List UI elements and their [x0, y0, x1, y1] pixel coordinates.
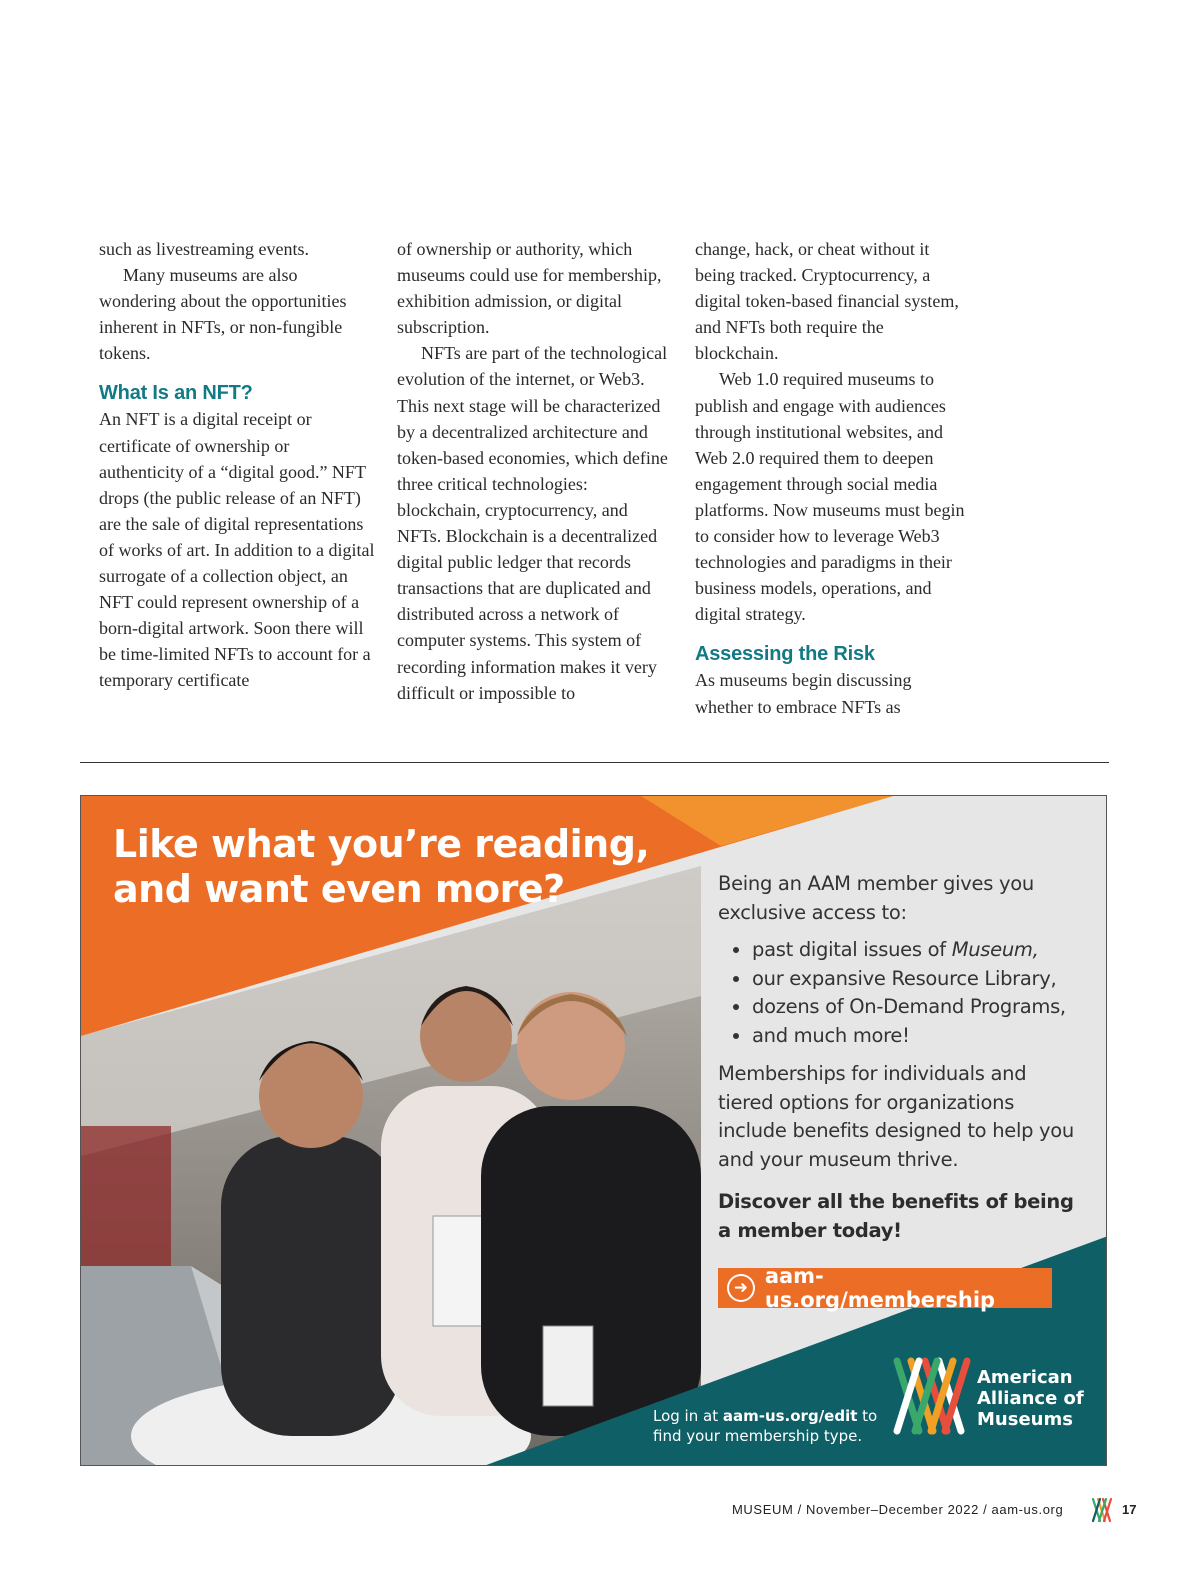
list-item: • our expansive Resource Library,: [752, 965, 1078, 994]
paragraph: such as livestreaming events.: [99, 239, 309, 259]
article-column-3: [695, 236, 971, 720]
page-number: 17: [1122, 1502, 1137, 1517]
aam-logo-icon: [889, 1351, 973, 1441]
ad-intro: Being an AAM member gives you exclusive access to:: [718, 872, 1034, 924]
membership-ad[interactable]: [80, 795, 1107, 1466]
aam-org-name: American Alliance of Museums: [977, 1367, 1084, 1430]
paragraph: of ownership or authority, which museums could use for membership, exhibition admission, or digital subscription.: [397, 239, 662, 338]
memberships-text: Memberships for individuals and tiered options for organizations include benefits designed to help you and your museum thrive.: [718, 1062, 1074, 1171]
list-item: • dozens of On-Demand Programs,: [752, 993, 1078, 1022]
section-heading: What Is an NFT?: [99, 382, 253, 405]
ad-body: [718, 870, 1078, 1245]
paragraph: change, hack, or cheat without it being tracked. Cryptocurrency, a digital token-based financial system, and NFTs both require the blockchain.: [695, 239, 959, 364]
paragraph: As museums begin discussing whether to embrace NFTs as: [695, 670, 912, 717]
list-item: • and much more!: [752, 1022, 1078, 1051]
paragraph: Web 1.0 required museums to publish and engage with audiences through institutional websites, and Web 2.0 required them to deepen engagement through social media platforms. Now museums must begin to consider how to leverage Web3 technologies and paradigms in their business models, operations, and digital strategy.: [695, 369, 965, 625]
arrow-right-icon: ➜: [727, 1274, 755, 1302]
article-column-1: [99, 236, 375, 694]
paragraph: An NFT is a digital receipt or certificate of ownership or authenticity of a “digital good.” NFT drops (the public release of an NFT) are the sale of digital representations of works of art. In addition to a digital surrogate of a collection object, an NFT could represent ownership of a born-digital artwork. Soon there will be time-limited NFTs to account for a temporary certificate: [99, 409, 375, 691]
article-column-2: [397, 236, 673, 706]
paragraph: NFTs are part of the technological evolution of the internet, or Web3. This next stage will be characterized by a decentralized architecture and token-based economies, which define three critical technologies: blockchain, cryptocurrency, and NFTs. Blockchain is a decentralized digital public ledger that records transactions that are duplicated and distributed across a network of computer systems. This system of recording information makes it very difficult or impossible to: [397, 343, 668, 703]
person-figure: [221, 1136, 401, 1436]
benefits-list: [718, 936, 1078, 1050]
membership-url: aam-us.org/membership: [764, 1264, 996, 1312]
paragraph: Many museums are also wondering about the opportunities inherent in NFTs, or non-fungible tokens.: [99, 265, 347, 364]
login-link[interactable]: aam-us.org/edit: [722, 1407, 858, 1425]
membership-link-button[interactable]: [718, 1264, 1052, 1312]
list-item: • past digital issues of Museum,: [752, 936, 1078, 965]
cta-text: Discover all the benefits of being a member today!: [718, 1190, 1074, 1242]
ad-headline: Like what you’re reading, and want even more?: [113, 822, 650, 911]
login-note: Log in at aam-us.org/edit to find your membership type.: [653, 1407, 878, 1445]
page-footer: MUSEUM / November–December 2022 / aam-us.org: [732, 1502, 1064, 1517]
divider: [80, 762, 1109, 763]
aam-small-logo-icon: [1090, 1496, 1114, 1524]
section-heading: Assessing the Risk: [695, 643, 875, 666]
